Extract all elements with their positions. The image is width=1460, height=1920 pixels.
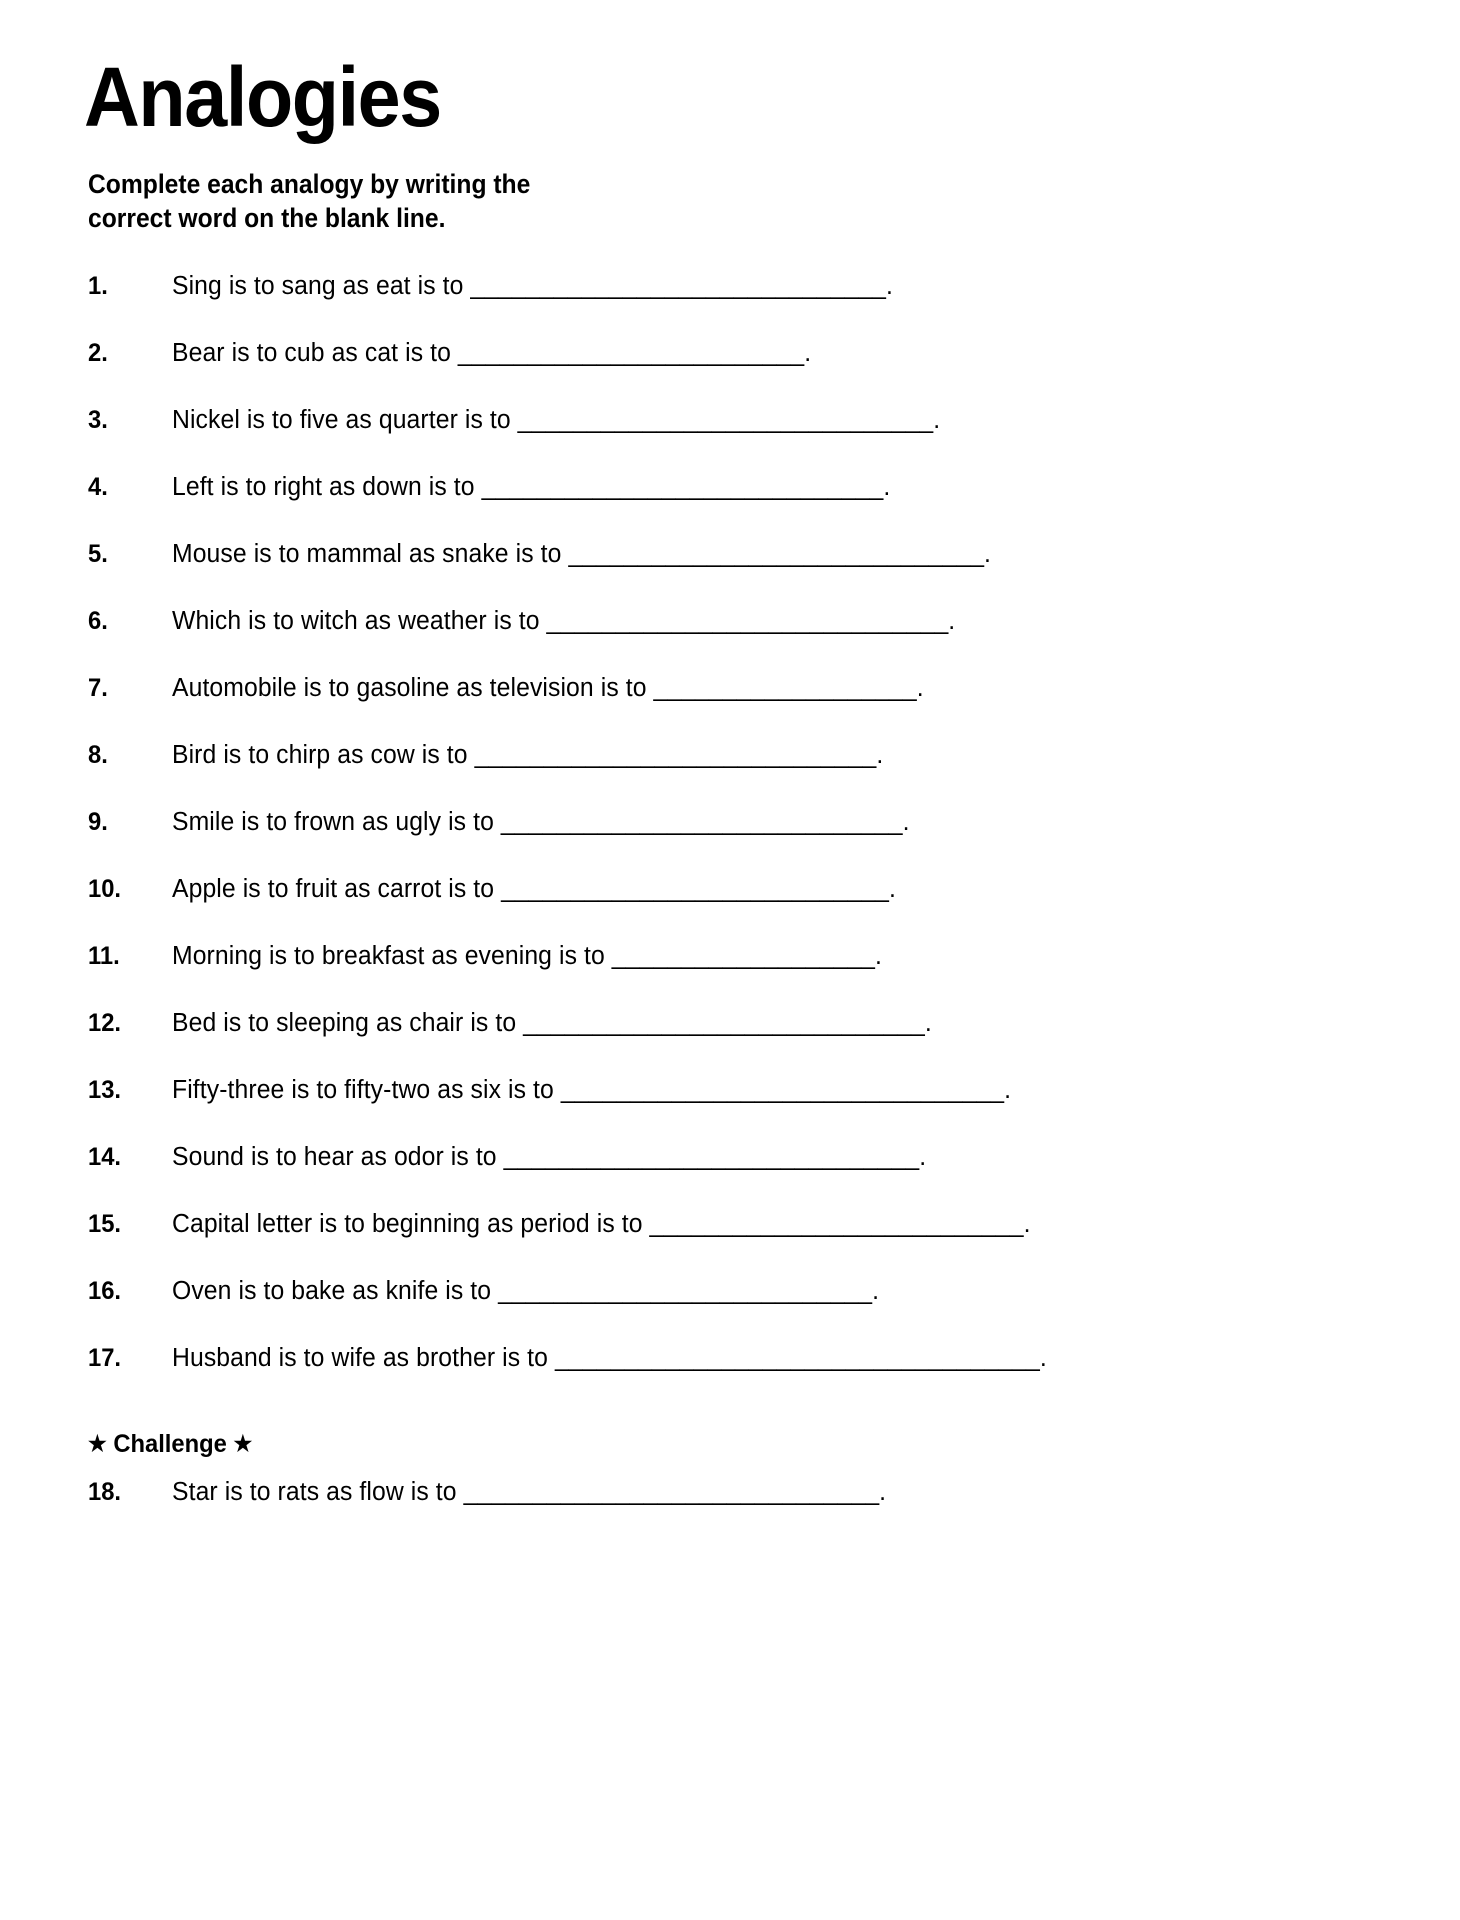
item-text[interactable]: Bed is to sleeping as chair is to _____________________________. [172, 1008, 932, 1037]
analogy-item-list [88, 272, 1390, 1411]
page-title: Analogies [84, 50, 441, 144]
item-number: 6. [88, 606, 108, 635]
item-text[interactable]: Fifty-three is to fifty-two as six is to ________________________________. [172, 1075, 1012, 1104]
item-number: 4. [88, 472, 108, 501]
analogy-item [88, 1143, 1390, 1210]
item-number: 18. [88, 1477, 122, 1506]
item-number: 14. [88, 1142, 122, 1171]
item-text[interactable]: Morning is to breakfast as evening is to ___________________. [172, 941, 882, 970]
item-text[interactable]: Capital letter is to beginning as period is to ___________________________. [172, 1209, 1031, 1238]
challenge-label: Challenge [106, 1429, 234, 1458]
item-text[interactable]: Star is to rats as flow is to ______________________________. [172, 1477, 887, 1506]
analogy-item [88, 540, 1390, 607]
item-text[interactable]: Bear is to cub as cat is to _________________________. [172, 338, 812, 367]
analogy-item [88, 741, 1390, 808]
item-text[interactable]: Smile is to frown as ugly is to _____________________________. [172, 807, 910, 836]
item-text[interactable]: Bird is to chirp as cow is to _____________________________. [172, 740, 884, 769]
analogy-item [88, 406, 1390, 473]
item-text[interactable]: Left is to right as down is to _____________________________. [172, 472, 891, 501]
item-number: 11. [88, 941, 120, 970]
item-number: 13. [88, 1075, 122, 1104]
item-number: 5. [88, 539, 108, 568]
challenge-heading [88, 1411, 1325, 1478]
item-number: 1. [88, 271, 108, 300]
item-text[interactable]: Apple is to fruit as carrot is to ____________________________. [172, 874, 896, 903]
item-number: 17. [88, 1343, 122, 1372]
challenge-item-list [88, 1478, 1390, 1545]
item-text[interactable]: Automobile is to gasoline as television is to ___________________. [172, 673, 924, 702]
star-icon-right: ★ [233, 1431, 253, 1457]
analogy-item [88, 1009, 1390, 1076]
analogy-item [88, 473, 1390, 540]
instructions-line-2: correct word on the blank line. [88, 202, 446, 233]
analogy-item [88, 875, 1390, 942]
analogy-item [88, 607, 1390, 674]
analogy-item [88, 674, 1390, 741]
item-text[interactable]: Sing is to sang as eat is to ______________________________. [172, 271, 893, 300]
analogy-item [88, 1210, 1390, 1277]
instructions-line-1: Complete each analogy by writing the [88, 168, 531, 199]
analogy-item [88, 942, 1390, 1009]
analogy-item [88, 808, 1390, 875]
item-number: 12. [88, 1008, 122, 1037]
analogy-item [88, 1344, 1390, 1411]
item-number: 10. [88, 874, 122, 903]
item-number: 16. [88, 1276, 122, 1305]
analogy-item [88, 1076, 1390, 1143]
item-number: 7. [88, 673, 108, 702]
analogy-item [88, 272, 1390, 339]
analogy-item [88, 1277, 1390, 1344]
analogy-item [88, 339, 1390, 406]
star-icon-left: ★ [88, 1431, 107, 1457]
item-text[interactable]: Oven is to bake as knife is to ___________________________. [172, 1276, 880, 1305]
item-number: 15. [88, 1209, 122, 1238]
analogy-item [88, 1478, 1390, 1545]
item-number: 9. [88, 807, 108, 836]
item-text[interactable]: Mouse is to mammal as snake is to ______________________________. [172, 539, 992, 568]
item-number: 3. [88, 405, 108, 434]
instructions [88, 168, 1299, 236]
item-text[interactable]: Nickel is to five as quarter is to ______________________________. [172, 405, 941, 434]
item-number: 2. [88, 338, 108, 367]
item-text[interactable]: Which is to witch as weather is to _____________________________. [172, 606, 956, 635]
item-text[interactable]: Husband is to wife as brother is to ___________________________________. [172, 1343, 1047, 1372]
item-number: 8. [88, 740, 108, 769]
item-text[interactable]: Sound is to hear as odor is to ______________________________. [172, 1142, 927, 1171]
